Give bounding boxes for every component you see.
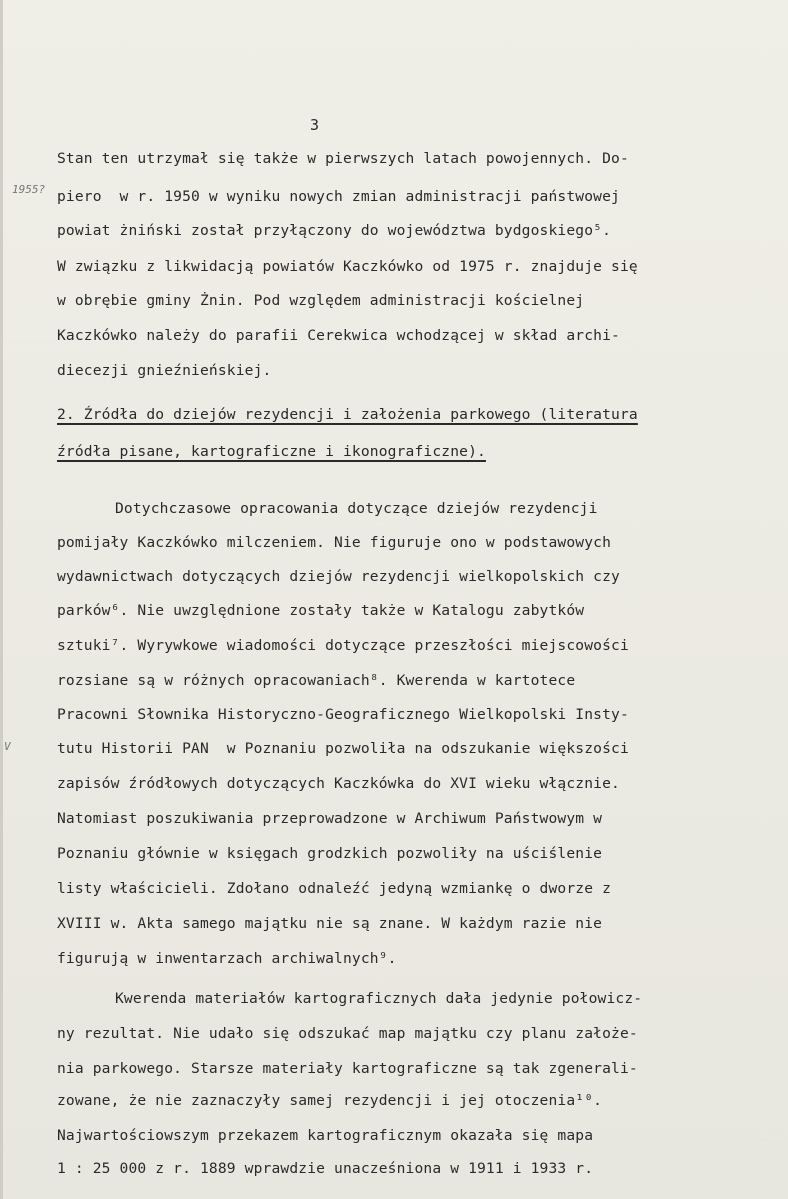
text-line-18: zapisów źródłowych dotyczących Kaczkówka do XVI wieku włącznie. [57,775,620,792]
text-line-22: XVIII w. Akta samego majątku nie są znane. W każdym razie nie [57,915,603,932]
text-line-15: rozsiane są w różnych opracowaniach⁸. Kwerenda w kartotece [57,672,576,689]
text-line-25: ny rezultat. Nie udało się odszukać map majątku czy planu założe- [57,1025,638,1042]
text-line-1: Stan ten utrzymał się także w pierwszych latach powojennych. Do- [57,150,629,167]
text-line-21: listy właścicieli. Zdołano odnaleźć jedyną wzmiankę o dworze z [57,880,612,897]
page-number: 3 [310,116,320,134]
text-line-28: Najwartościowszym przekazem kartograficznym okazała się mapa [57,1127,594,1144]
text-line-29: 1 : 25 000 z r. 1889 wprawdzie unacześniona w 1911 i 1933 r. [57,1160,594,1177]
text-line-13: parków⁶. Nie uwzględnione zostały także w Katalogu zabytków [57,602,585,619]
text-line-24: Kwerenda materiałów kartograficznych dała jedynie połowicz- [115,990,643,1007]
text-line-4: W związku z likwidacją powiatów Kaczkówko od 1975 r. znajduje się [57,258,638,275]
text-line-2: piero w r. 1950 w wyniku nowych zmian administracji państwowej [57,188,620,205]
text-line-23: figurują w inwentarzach archiwalnych⁹. [57,950,397,967]
margin-note-check: V [4,740,11,753]
text-line-12: wydawnictwach dotyczących dziejów rezydencji wielkopolskich czy [57,568,620,585]
text-line-16: Pracowni Słownika Historyczno-Geograficznego Wielkopolski Insty- [57,706,629,723]
text-line-26: nia parkowego. Starsze materiały kartograficzne są tak zgenerali- [57,1060,638,1077]
section-heading-line-1: 2. Źródła do dziejów rezydencji i założenia parkowego (literatura [57,406,638,423]
text-line-7: diecezji gnieźnieńskiej. [57,362,272,379]
text-line-3: powiat żniński został przyłączony do województwa bydgoskiego⁵. [57,222,612,239]
text-line-20: Poznaniu głównie w księgach grodzkich pozwoliły na uściślenie [57,845,603,862]
text-line-6: Kaczkówko należy do parafii Cerekwica wchodzącej w skład archi- [57,327,620,344]
text-line-19: Natomiast poszukiwania przeprowadzone w Archiwum Państwowym w [57,810,603,827]
text-line-10: Dotychczasowe opracowania dotyczące dziejów rezydencji [115,500,598,517]
text-line-5: w obrębie gminy Żnin. Pod względem administracji kościelnej [57,292,585,309]
text-line-14: sztuki⁷. Wyrywkowe wiadomości dotyczące przeszłości miejscowości [57,637,629,654]
text-line-27: zowane, że nie zaznaczyły samej rezydencji i jej otoczenia¹⁰. [57,1092,603,1109]
margin-note-year: 1955? [12,183,46,196]
page-edge [0,0,3,1199]
section-heading-line-2: źródła pisane, kartograficzne i ikonograficzne). [57,443,486,460]
text-line-11: pomijały Kaczkówko milczeniem. Nie figuruje ono w podstawowych [57,534,612,551]
text-line-17: tutu Historii PAN w Poznaniu pozwoliła na odszukanie większości [57,740,629,757]
